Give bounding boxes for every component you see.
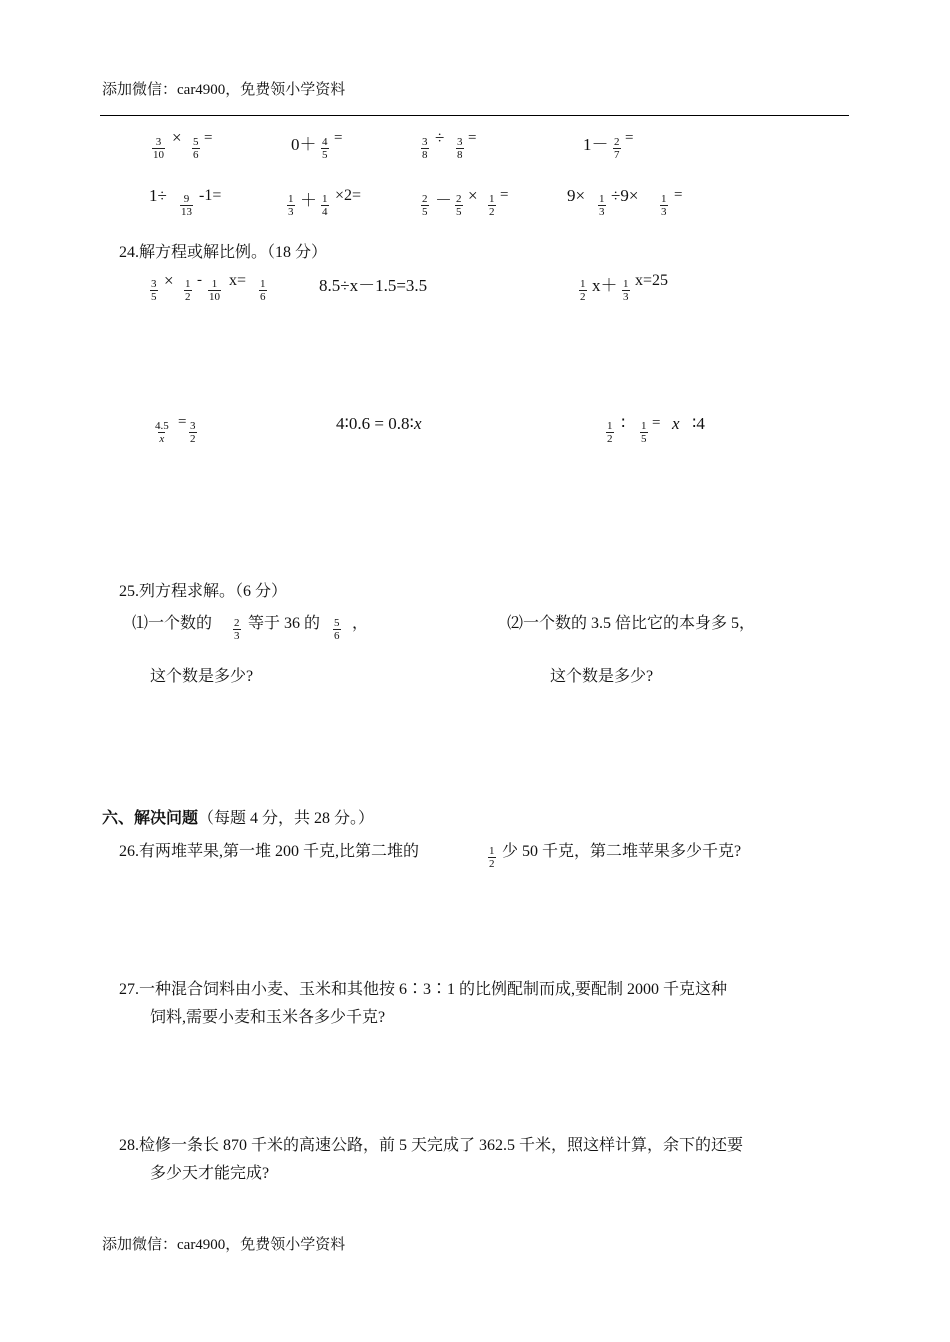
fraction: 1 5 [641,420,647,445]
fraction: 1 2 [489,193,495,218]
fraction: 1 3 [288,193,294,218]
fraction: 1 2 [185,278,191,303]
fraction: 2 3 [234,617,240,642]
fraction: 1 2 [607,420,613,445]
fraction: 3 8 [422,136,428,161]
fraction: 4.5 x [155,420,169,445]
q25-problem-1-question: 这个数是多少? [150,668,254,685]
q25-problem-2-text: ⑵一个数的 3.5 倍比它的本身多 5， [507,615,756,632]
q24-equation-5: 4∶0.6 = 0.8∶x [336,414,422,433]
q25-title: 25.列方程求解。（6 分） [119,583,288,600]
fraction: 1 4 [322,193,328,218]
fraction: 2 5 [456,193,462,218]
fraction: 1 10 [209,278,220,303]
fraction: 3 8 [457,136,463,161]
header-divider [100,115,849,116]
fraction: 5 6 [193,136,199,161]
fraction: 5 6 [334,617,340,642]
q24-equation-2: 8.5÷x－1.5=3.5 [319,276,428,295]
fraction: 1 2 [580,278,586,303]
page-footer: 添加微信：car4900，免费领小学资料 [102,1237,346,1253]
q28-line-2: 多少天才能完成? [150,1165,270,1182]
q24-title: 24.解方程或解比例。（18 分） [119,244,328,261]
fraction: 9 13 [181,193,192,218]
fraction: 1 3 [599,193,605,218]
page-header: 添加微信：car4900，免费领小学资料 [102,82,346,98]
fraction: 1 2 [489,845,495,870]
fraction: 2 5 [422,193,428,218]
fraction: 1 6 [260,278,266,303]
q27-line-2: 饲料,需要小麦和玉米各多少千克? [150,1009,386,1026]
fraction: 3 5 [151,278,157,303]
fraction: 1 3 [661,193,667,218]
q27-line-1: 27.一种混合饲料由小麦、玉米和其他按 6∶3∶1 的比例配制而成,要配制 2000 千克这种 [119,981,728,998]
q28-line-1: 28.检修一条长 870 千米的高速公路，前 5 天完成了 362.5 千米，照这样计算，余下的还要 [119,1137,744,1154]
section-6-title: 六、解决问题（每题 4 分，共 28 分。） [102,810,375,827]
fraction: 1 3 [623,278,629,303]
q25-problem-2-question: 这个数是多少? [550,668,654,685]
fraction: 3 2 [190,420,196,445]
fraction: 2 7 [614,136,620,161]
fraction: 4 5 [322,136,328,161]
fraction: 3 10 [153,136,164,161]
